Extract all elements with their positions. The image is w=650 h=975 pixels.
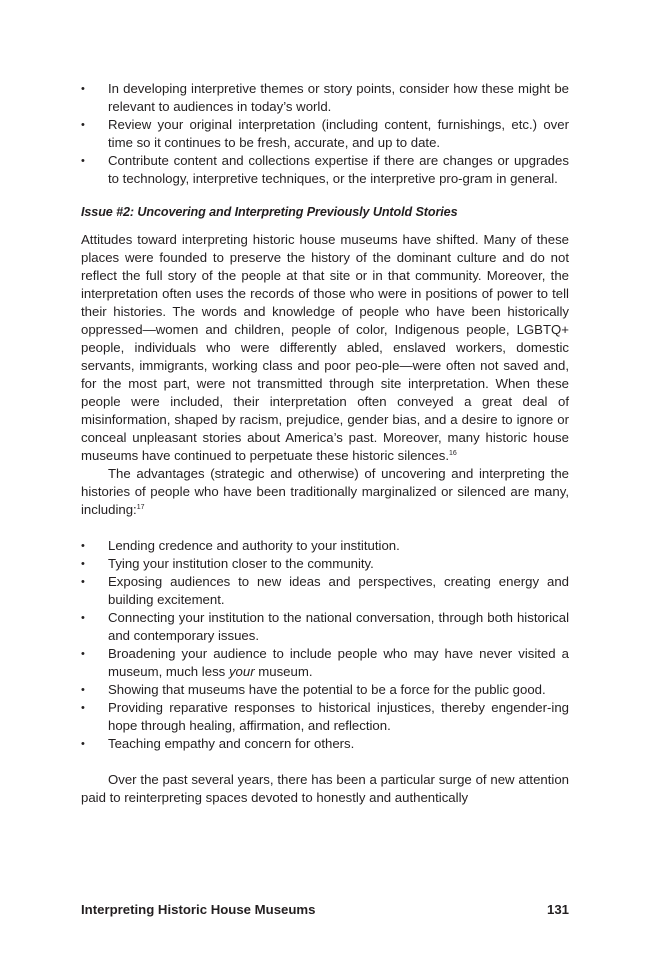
list-item-text: Broadening your audience to include people who may have never visited a museum, much less xyxy=(108,646,569,679)
bullet-list-bottom xyxy=(81,537,569,753)
paragraph xyxy=(81,231,569,465)
list-item: • Showing that museums have the potential to be a force for the public good. xyxy=(81,681,569,699)
section-heading: Issue #2: Uncovering and Interpreting Previously Untold Stories xyxy=(81,205,458,219)
list-item: • In developing interpretive themes or story points, consider how these might be relevant to audiences in today’s world. xyxy=(81,80,569,116)
paragraph-text: The advantages (strategic and otherwise) of uncovering and interpreting the histories of people who have been traditionally marginalized or silenced are many, including: xyxy=(81,466,569,517)
list-item: • Lending credence and authority to your institution. xyxy=(81,537,569,555)
list-item: • Teaching empathy and concern for others. xyxy=(81,735,569,753)
footnote-ref: 17 xyxy=(136,504,145,511)
list-item: • Tying your institution closer to the community. xyxy=(81,555,569,573)
page-number: 131 xyxy=(546,902,569,917)
list-item: • Exposing audiences to new ideas and perspectives, creating energy and building excitement. xyxy=(81,573,569,609)
list-item: • Review your original interpretation (including content, furnishings, etc.) over time so it continues to be fresh, accurate, and up to date. xyxy=(81,116,569,152)
paragraph xyxy=(81,465,569,519)
list-item xyxy=(81,645,569,681)
page-footer xyxy=(81,901,569,919)
list-item: • Providing reparative responses to historical injustices, thereby engender-ing hope through healing, affirmation, and reflection. xyxy=(81,699,569,735)
list-item: • Contribute content and collections expertise if there are changes or upgrades to technology, interpretive techniques, or the interpretive pro-gram in general. xyxy=(81,152,569,188)
bullet-list-top xyxy=(81,80,569,188)
paragraph: Over the past several years, there has been a particular surge of new attention paid to reinterpreting spaces devoted to honestly and authentically xyxy=(81,772,569,805)
running-title: Interpreting Historic House Museums xyxy=(81,902,316,917)
list-item: • Connecting your institution to the national conversation, through both historical and contemporary issues. xyxy=(81,609,569,645)
paragraph-text: Attitudes toward interpreting historic house museums have shifted. Many of these places were founded to preserve the history of the dominant culture and do not reflect the full story of the people at that site or in that community. Moreover, the interpretation often uses the records of those who were in positions of power to tell their histories. The words and knowledge of people who have been historically oppressed—women and children, people of color, Indigenous people, LGBTQ+ people, individuals who were differently abled, enslaved workers, domestic servants, immigrants, working class and poor peo-ple—were often not saved and, for the most part, were not transmitted through site interpretation. When these people were included, their interpretation often conveyed a great deal of misinformation, shaped by racism, prejudice, gender bias, and a desire to ignore or conceal unpleasant stories about America’s past. Moreover, many historic house museums have continued to perpetuate these historic silences. xyxy=(81,232,569,463)
page-body xyxy=(81,80,569,807)
footnote-ref: 16 xyxy=(449,450,457,457)
list-item-text-end: museum. xyxy=(254,664,313,679)
emphasis-text: your xyxy=(228,664,255,679)
